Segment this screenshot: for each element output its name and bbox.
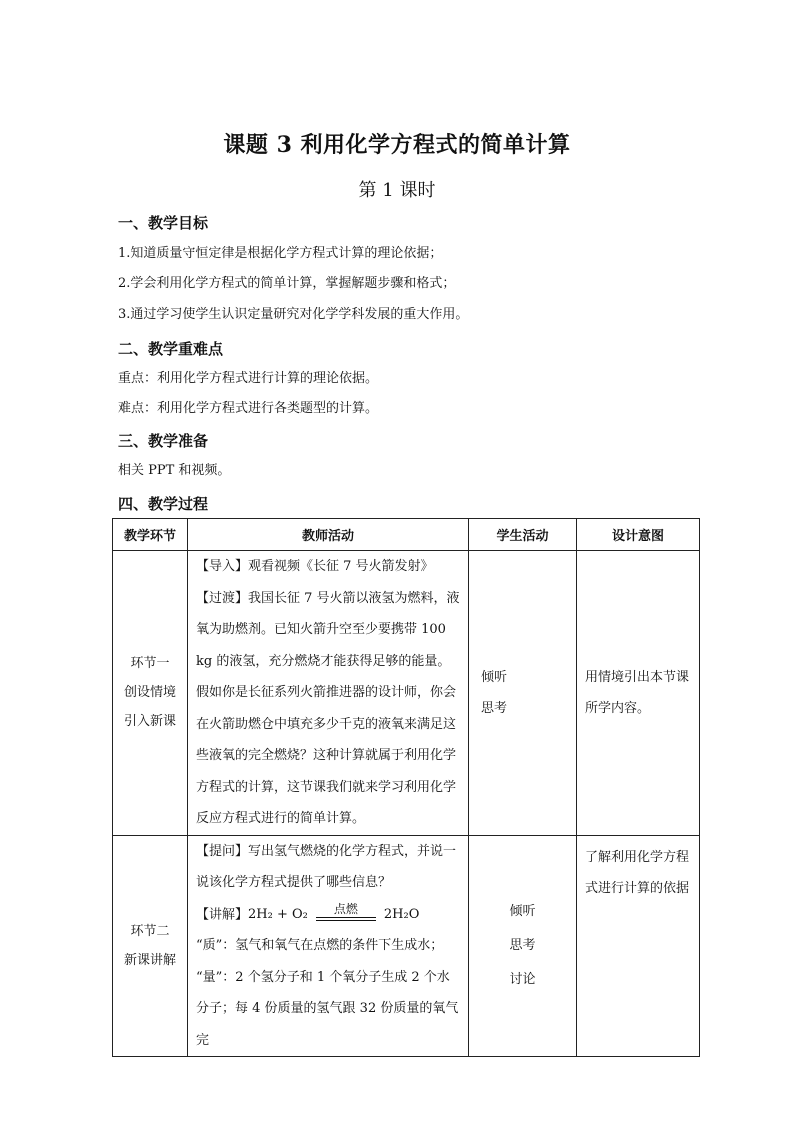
- student-activity-line: 倾听: [509, 903, 536, 919]
- student-activity-line: 倾听: [481, 669, 508, 685]
- stage-line: 环节二: [130, 923, 170, 939]
- difficult-point-text: 利用化学方程式进行各类题型的计算。: [157, 401, 379, 416]
- section-heading-goals: 一、教学目标: [118, 214, 209, 232]
- equation-condition-text: 点燃: [333, 901, 358, 916]
- teacher-question: 【提问】写出氢气燃烧的化学方程式，并说一说该化学方程式提供了哪些信息？: [196, 843, 457, 890]
- teacher-explain-label: 【讲解】: [196, 906, 249, 922]
- difficult-point-line: [118, 400, 378, 418]
- stage-cell: [113, 551, 188, 836]
- stage-line: 新课讲解: [123, 952, 176, 968]
- key-point-line: [118, 370, 378, 388]
- document-subtitle: 第 1 课时: [358, 180, 436, 201]
- teacher-activity-cell: [188, 551, 469, 836]
- section-heading-key-points: 二、教学重难点: [118, 340, 224, 358]
- student-activity-line: 思考: [481, 700, 508, 716]
- student-activity-line: 思考: [509, 937, 536, 953]
- design-intent-cell: 用情境引出本节课所学内容。: [577, 551, 700, 836]
- section-heading-process: 四、教学过程: [118, 495, 209, 513]
- table-header-row: [113, 519, 700, 551]
- student-activity-cell: [469, 551, 577, 836]
- section-heading-prep: 三、教学准备: [118, 432, 209, 450]
- key-point-label: 重点：: [118, 371, 158, 386]
- equation-line: [316, 920, 376, 921]
- table-header-teacher: 教师活动: [188, 519, 469, 551]
- teacher-equation-line: [196, 899, 462, 931]
- stage-line: 创设情境: [123, 685, 176, 701]
- equation-right: 2H₂O: [383, 906, 420, 922]
- equation-condition: [316, 902, 376, 927]
- teacher-activity-paragraph: 【过渡】我国长征 7 号火箭以液氢为燃料，液氧为助燃剂。已知火箭升空至少要携带 100 kg 的液氢，充分燃烧才能获得足够的能量。假如你是长征系列火箭推进器的设计师，你会在火箭助燃仓中填充多少千克的液氧来满足这些液氧的完全燃烧？这种计算就属于利用化学方程式的计算，这节课我们就来学习利用化学反应方程式进行的简单计算。: [196, 590, 460, 826]
- teacher-activity-paragraph: “量”：2 个氢分子和 1 个氧分子生成 2 个水分子；每 4 份质量的氢气跟 32 份质量的氧气完: [196, 969, 459, 1048]
- table-header-intent: 设计意图: [577, 519, 700, 551]
- student-activity-line: 讨论: [509, 971, 536, 987]
- goal-item-1: 1.知道质量守恒定律是根据化学方程式计算的理论依据；: [118, 246, 443, 261]
- table-header-stage: 教学环节: [113, 519, 188, 551]
- equation-left: 2H₂ + O₂: [248, 906, 308, 922]
- stage-line: 环节一: [130, 656, 170, 672]
- key-point-text: 利用化学方程式进行计算的理论依据。: [157, 371, 379, 386]
- table-header-student: 学生活动: [469, 519, 577, 551]
- table-row: [113, 551, 700, 836]
- teacher-activity-cell: [188, 835, 469, 1057]
- teaching-process-table: [112, 518, 700, 1057]
- design-intent-cell: 了解利用化学方程式进行计算的依据: [577, 835, 700, 1057]
- stage-cell: [113, 835, 188, 1057]
- goal-item-2: 2.学会利用化学方程式的简单计算，掌握解题步骤和格式；: [118, 276, 456, 291]
- goal-item-3: 3.通过学习使学生认识定量研究对化学学科发展的重大作用。: [118, 307, 469, 322]
- student-activity-cell: [469, 835, 577, 1057]
- stage-line: 引入新课: [123, 714, 176, 730]
- prep-text: 相关 PPT 和视频。: [118, 463, 231, 478]
- difficult-point-label: 难点：: [118, 401, 158, 416]
- teacher-activity-paragraph: “质”：氢气和氧气在点燃的条件下生成水；: [196, 938, 444, 954]
- equation-line: [316, 917, 376, 918]
- table-row: [113, 835, 700, 1057]
- teacher-activity-paragraph: 【导入】观看视频《长征 7 号火箭发射》: [196, 559, 434, 574]
- document-title: 课题 3 利用化学方程式的简单计算: [223, 132, 571, 158]
